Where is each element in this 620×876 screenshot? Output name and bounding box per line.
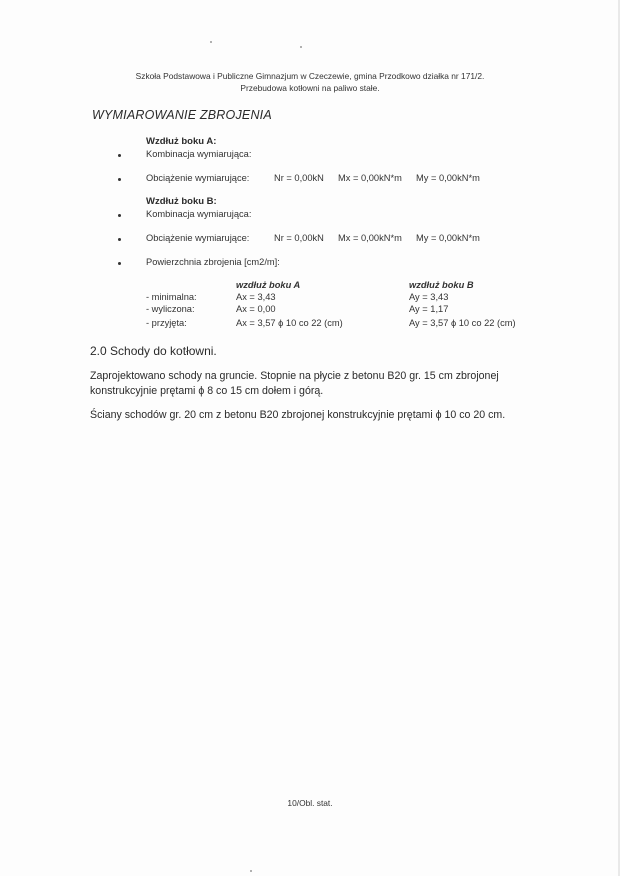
side-a-combo-label: Kombinacja wymiarująca: <box>146 149 252 159</box>
reinforcement-table <box>146 280 546 336</box>
table-header-side-a: wzdłuż boku A <box>236 280 301 290</box>
side-a-heading: Wzdłuż boku A: <box>146 136 217 147</box>
side-b-heading: Wzdłuż boku B: <box>146 196 217 207</box>
scan-speck <box>210 41 212 43</box>
section-title-stairs: 2.0 Schody do kotłowni. <box>90 344 217 358</box>
section-title-reinforcement: WYMIAROWANIE ZBROJENIA <box>92 108 272 122</box>
side-b-mx-value: Mx = 0,00kN*m <box>338 233 402 243</box>
page-footer: 10/Obl. stat. <box>287 798 333 808</box>
side-b-load-label: Obciążenie wymiarujące: <box>146 233 250 243</box>
stairs-paragraph-2: Ściany schodów gr. 20 cm z betonu B20 zbrojonej konstrukcyjnie prętami ϕ 10 co 20 cm. <box>90 409 506 421</box>
side-b-combo-label: Kombinacja wymiarująca: <box>146 209 252 219</box>
table-cell-a: Ax = 3,43 <box>236 292 276 302</box>
bullet-icon <box>118 154 121 157</box>
table-cell-a: Ax = 0,00 <box>236 304 276 314</box>
scan-speck <box>300 46 302 48</box>
bullet-icon <box>118 178 121 181</box>
side-a-my-value: My = 0,00kN*m <box>416 173 480 183</box>
table-cell-b: Ay = 3,57 ϕ 10 co 22 (cm) <box>409 318 516 328</box>
table-header-side-b: wzdłuż boku B <box>409 280 474 290</box>
stairs-paragraph-1 <box>90 369 540 399</box>
side-b-nr-value: Nr = 0,00kN <box>274 233 324 243</box>
side-a-mx-value: Mx = 0,00kN*m <box>338 173 402 183</box>
side-a-load-label: Obciążenie wymiarujące: <box>146 173 250 183</box>
header-line-2: Przebudowa kotłowni na paliwo stałe. <box>240 83 380 93</box>
stairs-paragraph-1-line-1: Zaprojektowano schody na gruncie. Stopnie na płycie z betonu B20 gr. 15 cm zbrojonej <box>90 370 499 382</box>
table-cell-a: Ax = 3,57 ϕ 10 co 22 (cm) <box>236 318 343 328</box>
side-b-my-value: My = 0,00kN*m <box>416 233 480 243</box>
table-row-label: - wyliczona: <box>146 304 195 314</box>
bullet-icon <box>118 214 121 217</box>
area-label: Powierzchnia zbrojenia [cm2/m]: <box>146 257 280 267</box>
stairs-paragraph-1-line-2: konstrukcyjnie prętami ϕ 8 co 15 cm dołem i górą. <box>90 385 324 397</box>
table-row-label: - minimalna: <box>146 292 197 302</box>
table-row-label: - przyjęta: <box>146 318 187 328</box>
header-line-1: Szkoła Podstawowa i Publiczne Gimnazjum w Czeczewie, gmina Przodkowo działka nr 171/2. <box>135 71 485 81</box>
bullet-icon <box>118 262 121 265</box>
bullet-icon <box>118 238 121 241</box>
scan-speck <box>250 870 252 872</box>
side-a-nr-value: Nr = 0,00kN <box>274 173 324 183</box>
document-header <box>0 70 620 94</box>
table-cell-b: Ay = 3,43 <box>409 292 449 302</box>
table-cell-b: Ay = 1,17 <box>409 304 449 314</box>
